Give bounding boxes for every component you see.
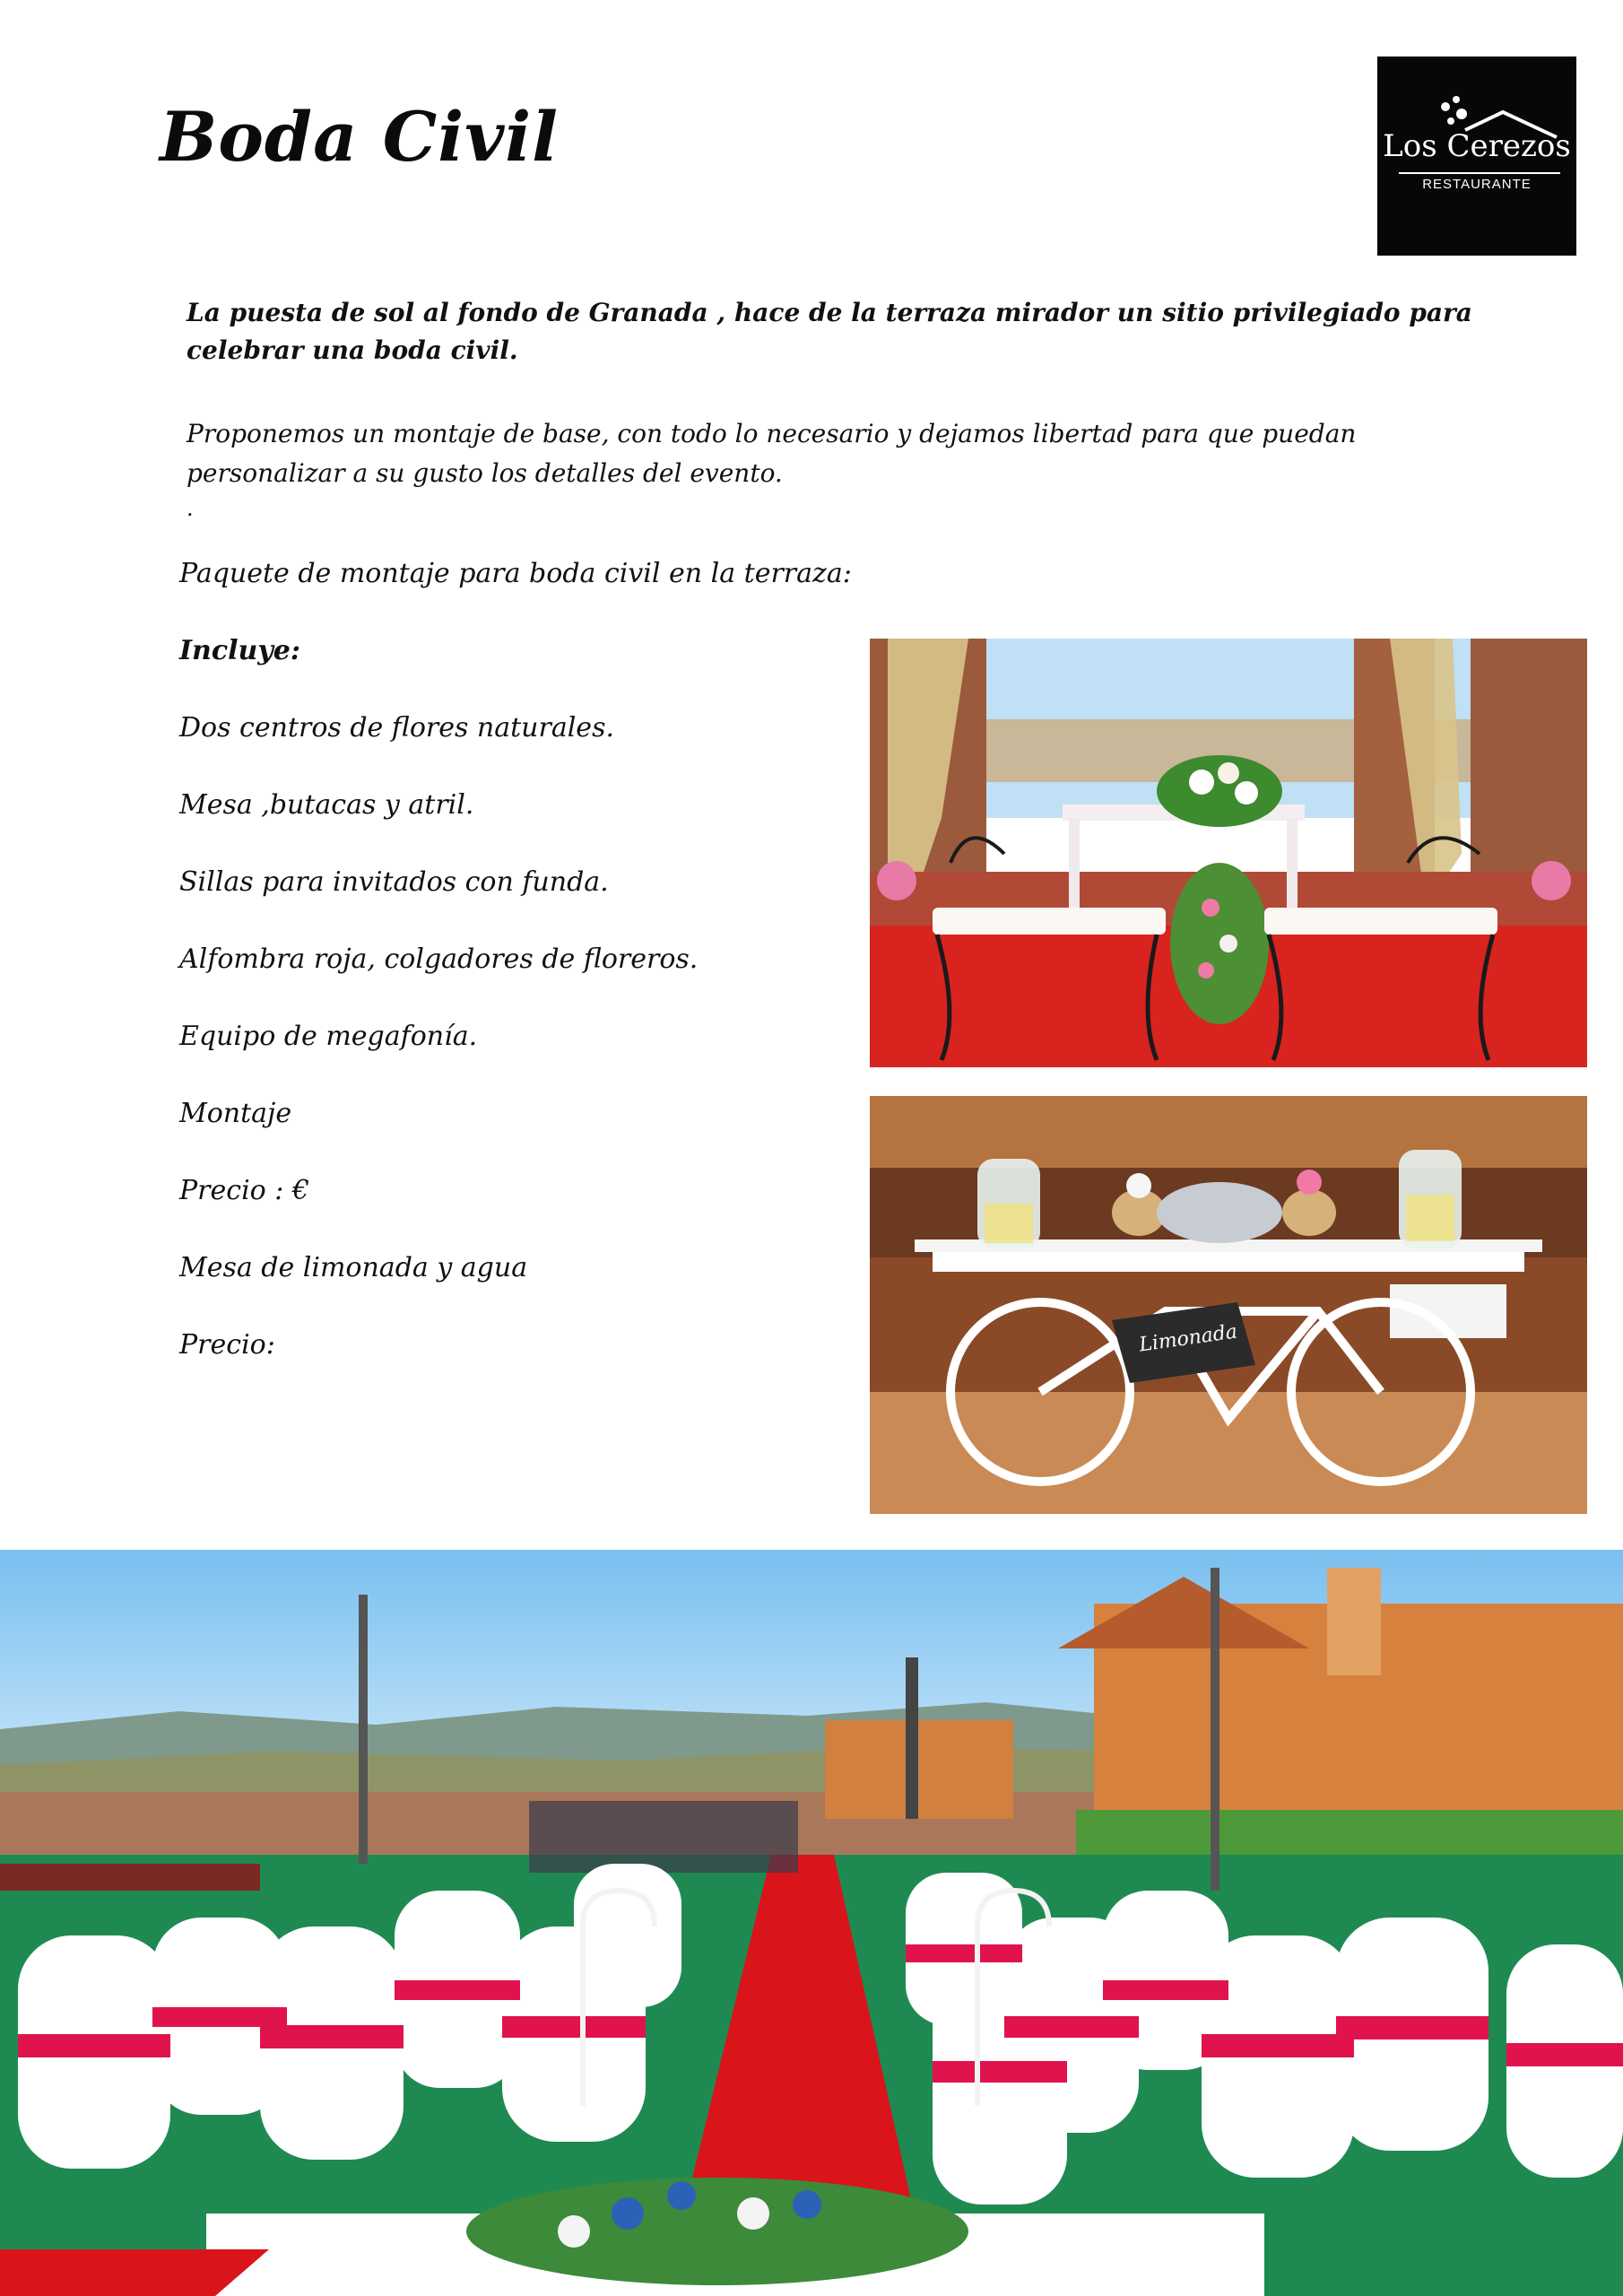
- package-item: Precio:: [179, 1329, 275, 1361]
- package-item: Sillas para invitados con funda.: [179, 866, 609, 898]
- package-item: Mesa ,butacas y atril.: [179, 789, 474, 821]
- ceremony-table-photo: [870, 639, 1587, 1067]
- package-item: Mesa de limonada y agua: [179, 1252, 528, 1283]
- package-item: Alfombra roja, colgadores de floreros.: [179, 944, 699, 975]
- restaurant-logo: [1377, 57, 1576, 256]
- package-heading: Paquete de montaje para boda civil en la terraza:: [179, 558, 852, 589]
- package-item: Precio : €: [179, 1175, 310, 1206]
- package-item: Equipo de megafonía.: [179, 1021, 478, 1052]
- ceremony-terrace-photo: [0, 1550, 1623, 2296]
- intro-dot: .: [187, 496, 194, 521]
- logo-name: Los Cerezos: [1383, 128, 1571, 164]
- lemonade-bicycle-photo: [870, 1096, 1587, 1514]
- lemonade-sign: Limonada: [1137, 1320, 1239, 1357]
- package-item: Dos centros de flores naturales.: [179, 712, 614, 744]
- package-item: Montaje: [179, 1098, 292, 1129]
- intro-highlight: La puesta de sol al fondo de Granada , hace de la terraza mirador un sitio privilegiado para celebrar una boda civil.: [187, 298, 1472, 365]
- page-title: Boda Civil: [160, 97, 560, 177]
- includes-label: Incluye:: [179, 635, 300, 666]
- logo-subtitle: RESTAURANTE: [1422, 177, 1532, 192]
- intro-paragraph: Proponemos un montaje de base, con todo lo necesario y dejamos libertad para que puedan personalizar a su gusto los detalles del evento.: [187, 419, 1357, 488]
